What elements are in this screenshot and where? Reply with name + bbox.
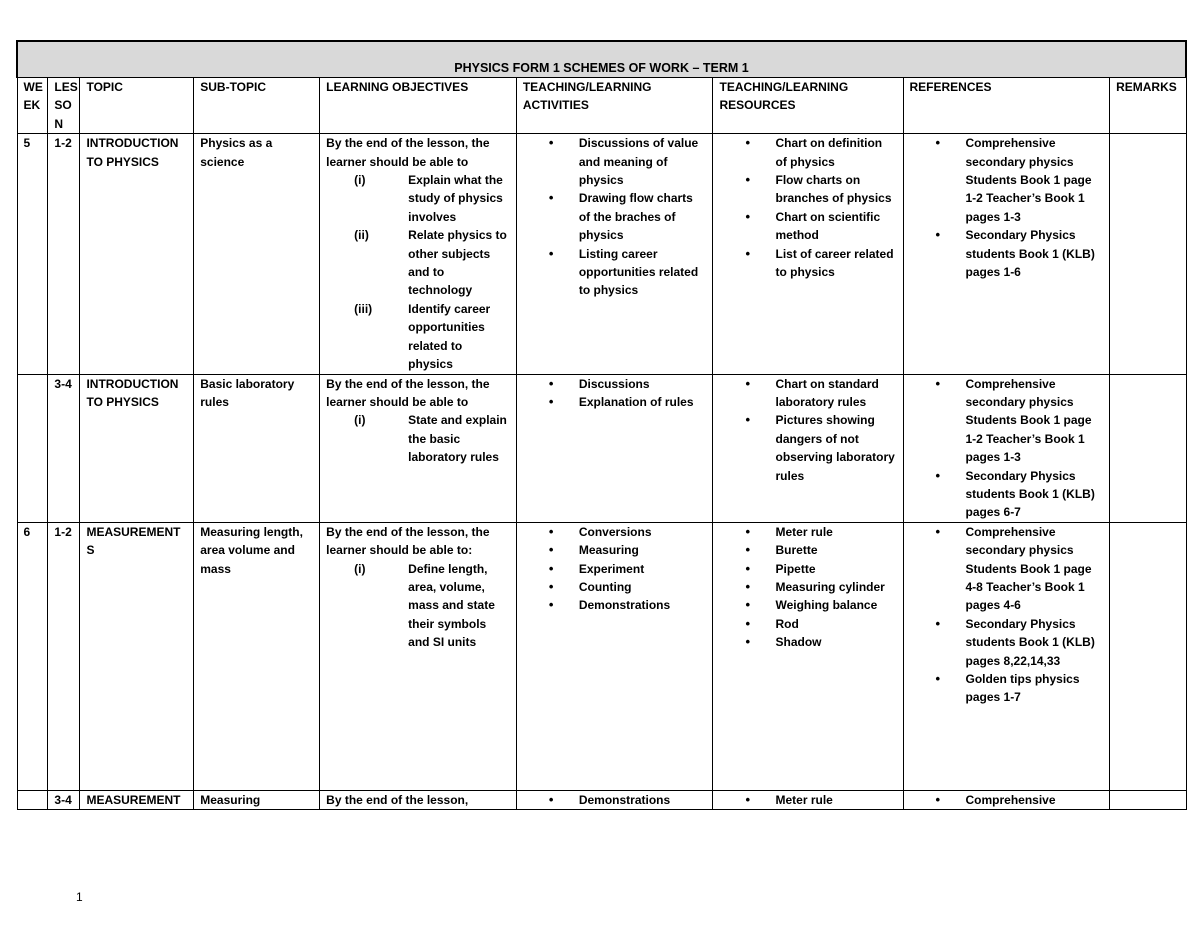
header-topic: TOPIC (80, 78, 194, 134)
table-row (17, 134, 1186, 374)
lesson-cell: 1-2 (48, 522, 80, 790)
references-cell (903, 134, 1110, 374)
resource-item: • Flow charts on branches of physics (719, 171, 896, 208)
objective-item: (i) State and explain the basic laboratory rules (354, 413, 507, 465)
resource-item: • Meter rule (719, 791, 896, 809)
header-resources: TEACHING/LEARNING RESOURCES (713, 78, 903, 134)
objectives-cell (320, 522, 517, 790)
activity-item: • Drawing flow charts of the braches of physics (523, 189, 707, 244)
resource-item: • Pictures showing dangers of not observing laboratory rules (719, 411, 896, 485)
activity-item: • Measuring (523, 541, 707, 559)
header-week: WE EK (17, 78, 48, 134)
remarks-cell (1110, 134, 1186, 374)
resources-cell (713, 134, 903, 374)
objectives-intro: By the end of the lesson, the learner should be able to (326, 136, 490, 169)
activity-item: • Demonstrations (523, 596, 707, 614)
topic-cell: INTRODUCTION TO PHYSICS (80, 374, 194, 522)
activity-item: • Explanation of rules (523, 393, 707, 411)
table-row (17, 522, 1186, 790)
resources-cell (713, 790, 903, 809)
objective-item: (ii) Relate physics to other subjects and to technology (354, 228, 507, 298)
header-objectives: LEARNING OBJECTIVES (320, 78, 517, 134)
header-row (17, 78, 1186, 134)
references-cell (903, 790, 1110, 809)
objectives-cell (320, 134, 517, 374)
objectives-cell (320, 374, 517, 522)
week-cell (17, 790, 48, 809)
activities-cell (516, 134, 713, 374)
remarks-cell (1110, 374, 1186, 522)
header-subtopic: SUB-TOPIC (194, 78, 320, 134)
topic-cell: INTRODUCTION TO PHYSICS (80, 134, 194, 374)
resource-item: • Measuring cylinder (719, 578, 896, 596)
page-number: 1 (76, 890, 83, 904)
references-cell (903, 374, 1110, 522)
activity-item: • Listing career opportunities related to physics (523, 245, 707, 300)
resource-item: • Pipette (719, 560, 896, 578)
activity-item: • Discussions (523, 375, 707, 393)
activity-item: • Discussions of value and meaning of physics (523, 134, 707, 189)
resources-cell (713, 522, 903, 790)
objective-item: (iii) Identify career opportunities related to physics (354, 301, 491, 372)
resource-item: • Chart on definition of physics (719, 134, 896, 171)
header-activities: TEACHING/LEARNING ACTIVITIES (516, 78, 713, 134)
objective-item: (i) Explain what the study of physics involves (354, 173, 503, 224)
resources-cell (713, 374, 903, 522)
objective-item: (i) Define length, area, volume, mass and state their symbols and SI units (354, 561, 495, 650)
activities-cell (516, 374, 713, 522)
reference-item: • Golden tips physics pages 1-7 (910, 670, 1104, 707)
objectives-intro: By the end of the lesson, the learner should be able to (326, 376, 490, 409)
activities-cell (516, 790, 713, 809)
remarks-cell (1110, 522, 1186, 790)
subtopic-cell: Measuring length, area volume and mass (194, 522, 320, 790)
reference-item: • Comprehensive secondary physics Students Book 1 page 4-8 Teacher’s Book 1 pages 4-6 (910, 523, 1104, 615)
resource-item: • List of career related to physics (719, 245, 896, 282)
resource-item: • Chart on scientific method (719, 208, 896, 245)
activities-cell (516, 522, 713, 790)
objectives-intro: By the end of the lesson, (326, 792, 469, 807)
table-row (17, 374, 1186, 522)
remarks-cell (1110, 790, 1186, 809)
header-lesson: LES SO N (48, 78, 80, 134)
activity-item: • Counting (523, 578, 707, 596)
topic-cell: MEASUREMENT S (80, 522, 194, 790)
header-remarks: REMARKS (1110, 78, 1186, 134)
lesson-cell: 1-2 (48, 134, 80, 374)
resource-item: • Shadow (719, 633, 896, 651)
header-references: REFERENCES (903, 78, 1110, 134)
week-cell: 6 (17, 522, 48, 790)
activity-item: • Demonstrations (523, 791, 707, 809)
topic-cell: MEASUREMENT (80, 790, 194, 809)
table-title: PHYSICS FORM 1 SCHEMES OF WORK – TERM 1 (17, 41, 1186, 78)
week-cell (17, 374, 48, 522)
resource-item: • Rod (719, 615, 896, 633)
subtopic-cell: Physics as a science (194, 134, 320, 374)
reference-item: • Comprehensive secondary physics Students Book 1 page 1-2 Teacher’s Book 1 pages 1-3 (910, 134, 1104, 226)
lesson-cell: 3-4 (48, 374, 80, 522)
objectives-intro: By the end of the lesson, the learner should be able to: (326, 524, 490, 558)
table-row (17, 790, 1186, 809)
reference-item: • Secondary Physics students Book 1 (KLB) pages 1-6 (910, 226, 1104, 281)
objectives-cell (320, 790, 517, 809)
resource-item: • Meter rule (719, 523, 896, 541)
subtopic-cell: Measuring (194, 790, 320, 809)
scheme-of-work-table (16, 40, 1187, 810)
lesson-cell: 3-4 (48, 790, 80, 809)
week-cell: 5 (17, 134, 48, 374)
activity-item: • Experiment (523, 560, 707, 578)
resource-item: • Chart on standard laboratory rules (719, 375, 896, 412)
subtopic-cell: Basic laboratory rules (194, 374, 320, 522)
reference-item: • Secondary Physics students Book 1 (KLB) pages 6-7 (910, 467, 1104, 522)
resource-item: • Weighing balance (719, 596, 896, 614)
reference-item: • Comprehensive secondary physics Students Book 1 page 1-2 Teacher’s Book 1 pages 1-3 (910, 375, 1104, 467)
reference-item: • Comprehensive (910, 791, 1104, 809)
resource-item: • Burette (719, 541, 896, 559)
references-cell (903, 522, 1110, 790)
reference-item: • Secondary Physics students Book 1 (KLB) pages 8,22,14,33 (910, 615, 1104, 670)
activity-item: • Conversions (523, 523, 707, 541)
